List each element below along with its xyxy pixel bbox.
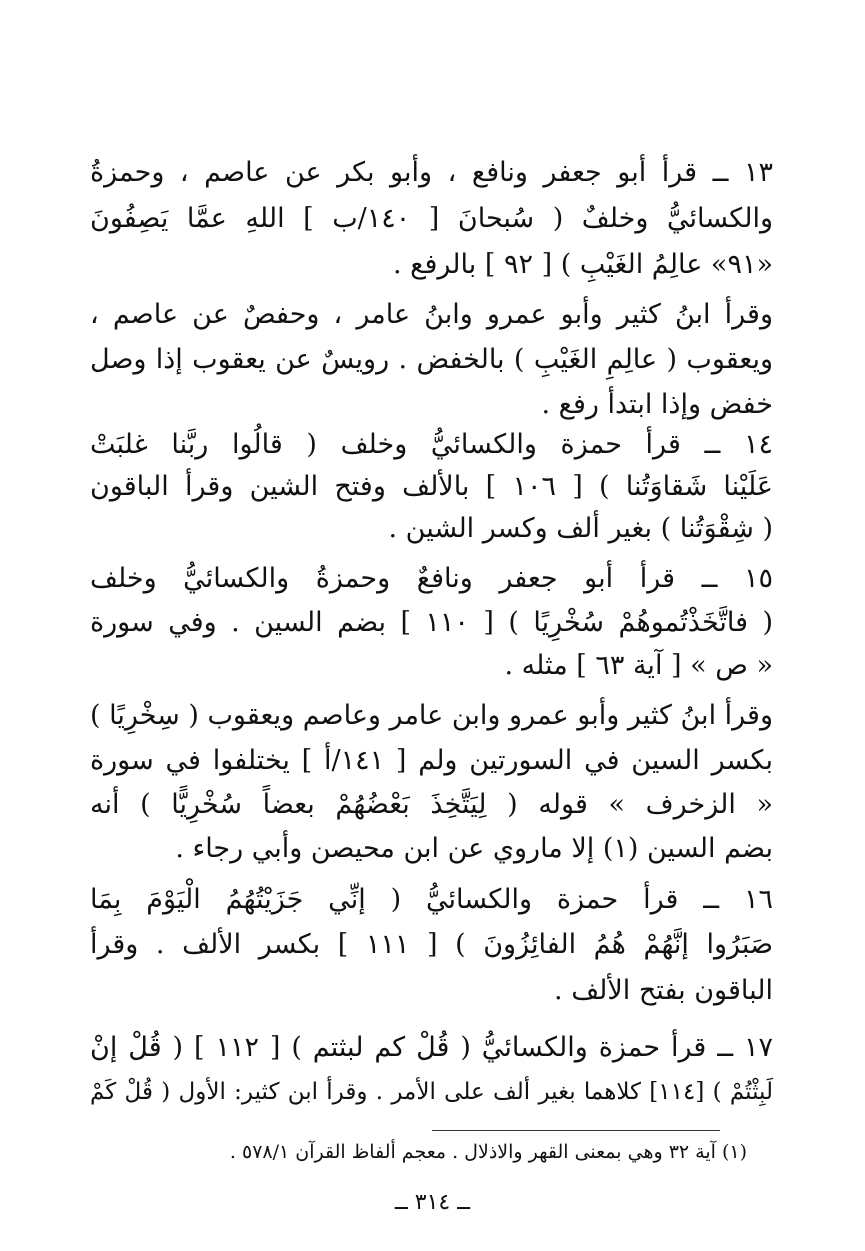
text-line: ١٤ ــ قرأ حمزة والكسائيُّ وخلف ( قالُوا ربَّنا غلبَتْ bbox=[90, 429, 773, 460]
text-line: والكسائيُّ وخلفٌ ( سُبحانَ [ ١٤٠/ب ] اللهِ عمَّا يَصِفُونَ bbox=[90, 203, 773, 234]
page-number: ــ ٣١٤ ــ bbox=[394, 1190, 471, 1215]
text-line: لَبِثْتُمْ ) [١١٤] كلاهما بغير ألف على الأمر . وقرأ ابن كثير: الأول ( قُلْ كَمْ bbox=[90, 1079, 773, 1105]
text-line: بكسر السين في السورتين ولم [ ١٤١/أ ] يختلفوا في سورة bbox=[90, 745, 773, 776]
text-line: ( فاتَّخَذْتُموهُمْ سُخْرِيًا ) [ ١١٠ ] بضم السين . وفي سورة bbox=[90, 607, 773, 638]
text-line: وقرأ ابنُ كثير وأبو عمرو وابن عامر وعاصم ويعقوب ( سِخْرِيًا ) bbox=[90, 700, 773, 731]
text-line: ١٦ ــ قرأ حمزة والكسائيُّ ( إنِّي جَزَيْتُهُمُ الْيَوْمَ بِمَا bbox=[90, 884, 773, 915]
text-line: ويعقوب ( عالِمِ الغَيْبِ ) بالخفض . رويسٌ عن يعقوب إذا وصل bbox=[90, 344, 773, 375]
text-line: وقرأ ابنُ كثير وأبو عمرو وابنُ عامر ، وحفصٌ عن عاصم ، bbox=[90, 299, 773, 330]
text-line: بضم السين (١) إلا ماروي عن ابن محيصن وأبي رجاء . bbox=[175, 833, 773, 864]
text-line: « ص » [ آية ٦٣ ] مثله . bbox=[504, 650, 773, 681]
text-line: ١٧ ــ قرأ حمزة والكسائيُّ ( قُلْ كم لبثتم ) [ ١١٢ ] ( قُلْ إنْ bbox=[90, 1032, 773, 1063]
text-line: ( شِقْوَتُنا ) بغير ألف وكسر الشين . bbox=[388, 513, 773, 544]
text-line: عَلَيْنا شَقاوَتُنا ) [ ١٠٦ ] بالألف وفتح الشين وقرأ الباقون bbox=[90, 471, 773, 502]
text-line: صَبَرُوا إنَّهُمْ هُمُ الفائِزُونَ ) [ ١١١ ] بكسر الألف . وقرأ bbox=[90, 929, 773, 960]
text-line: «٩١» عالِمُ الغَيْبِ ) [ ٩٢ ] بالرفع . bbox=[392, 249, 773, 280]
text-line: ١٥ ــ قرأ أبو جعفر ونافعٌ وحمزةُ والكسائيُّ وخلف bbox=[90, 563, 773, 594]
text-line: « الزخرف » قوله ( لِيَتَّخِذَ بَعْضُهُمْ بعضاً سُخْرِيًّا ) أنه bbox=[90, 789, 773, 820]
text-line: ١٣ ــ قرأ أبو جعفر ونافع ، وأبو بكر عن عاصم ، وحمزةُ bbox=[90, 157, 773, 188]
footnote-rule bbox=[432, 1130, 720, 1131]
text-line: خفض وإذا ابتدأ رفع . bbox=[541, 389, 773, 420]
footnote: (١) آية ٣٢ وهي بمعنى القهر والاذلال . معجم ألفاظ القرآن ٥٧٨/١ . bbox=[229, 1141, 747, 1163]
text-line: الباقون بفتح الألف . bbox=[554, 975, 773, 1006]
